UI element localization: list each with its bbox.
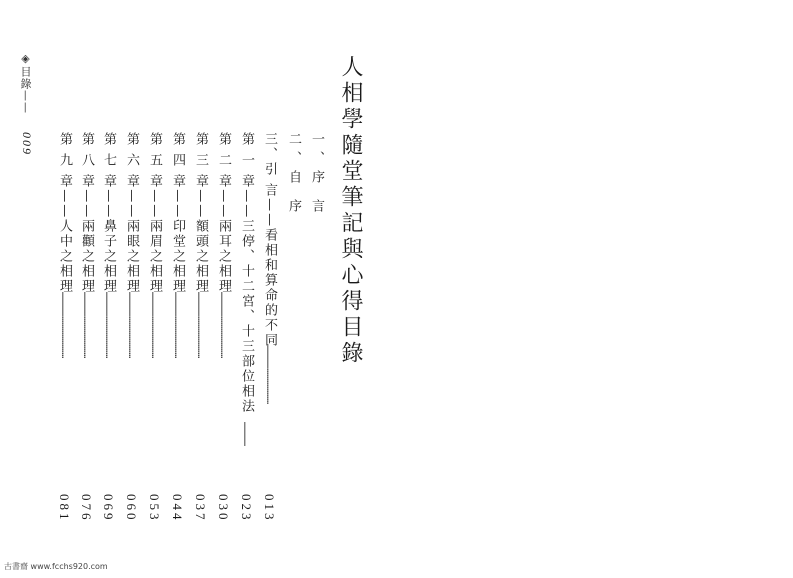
toc-leader-dots: …………………………… <box>81 292 92 359</box>
toc-label: 二、自 序 <box>286 132 301 219</box>
toc-label: 第 八 章——兩顴之相理 <box>79 132 94 295</box>
toc-leader-dots: …………………………… <box>103 292 114 359</box>
toc-leader-dots: …………………………… <box>126 292 137 359</box>
toc-label: 三、引 言——看相和算命的不同 <box>262 132 277 349</box>
toc-leader-dots: …………………………… <box>59 292 70 359</box>
toc-label: 第 九 章——人中之相理 <box>57 132 72 295</box>
toc-label: 一、序 言 <box>309 132 324 219</box>
toc-label: 第 七 章——鼻子之相理 <box>101 132 116 295</box>
toc-entry-chapter-4 <box>166 132 188 544</box>
toc-leader-dots: …………………………… <box>172 292 183 359</box>
toc-entry-chapter-6 <box>120 132 142 544</box>
toc-page-number: 069 <box>101 494 116 523</box>
toc-label: 第 二 章——兩耳之相理 <box>216 132 231 295</box>
toc-page-number: 053 <box>147 494 162 523</box>
toc-entry-chapter-2 <box>212 132 234 544</box>
toc-page-number: 023 <box>239 494 254 523</box>
toc-page-number: 076 <box>79 494 94 523</box>
toc-label: 第 五 章——兩眉之相理 <box>147 132 162 295</box>
toc-entry-chapter-5 <box>143 132 165 544</box>
toc-leader-dots: ………… <box>241 422 252 447</box>
toc-entry-chapter-3 <box>189 132 211 544</box>
toc-leader-dots: …………………………… <box>218 292 229 359</box>
toc-page-number: 013 <box>262 494 277 523</box>
book-title: 人相學隨堂筆記與心得目錄 <box>338 55 363 367</box>
toc-label: 第 六 章——兩眼之相理 <box>124 132 139 295</box>
toc-entry-author-preface <box>282 132 304 544</box>
running-head: ◈目錄—— <box>19 52 32 114</box>
footer-site-watermark: 古書齋 www.fcchs920.com <box>4 562 108 571</box>
toc-entry-chapter-9 <box>53 132 75 544</box>
toc-label: 第 四 章——印堂之相理 <box>170 132 185 295</box>
toc-entry-introduction <box>258 132 280 544</box>
toc-leader-dots: ………………………… <box>264 344 275 405</box>
toc-page-number: 030 <box>216 494 231 523</box>
toc-entry-preface <box>305 132 327 544</box>
toc-entry-chapter-8 <box>75 132 97 544</box>
toc-label: 第 三 章——額頭之相理 <box>193 132 208 295</box>
toc-leader-dots: …………………………… <box>195 292 206 359</box>
toc-page-number: 060 <box>124 494 139 523</box>
toc-leader-dots: …………………………… <box>149 292 160 359</box>
toc-page-number: 081 <box>57 494 72 523</box>
toc-entry-chapter-1 <box>235 132 257 544</box>
toc-page-number: 037 <box>193 494 208 523</box>
toc-page-number: 044 <box>170 494 185 523</box>
page-number: 009 <box>20 132 34 156</box>
toc-label: 第 一 章——三停、十二宮、十三部位相法 <box>239 132 254 415</box>
toc-entry-chapter-7 <box>97 132 119 544</box>
